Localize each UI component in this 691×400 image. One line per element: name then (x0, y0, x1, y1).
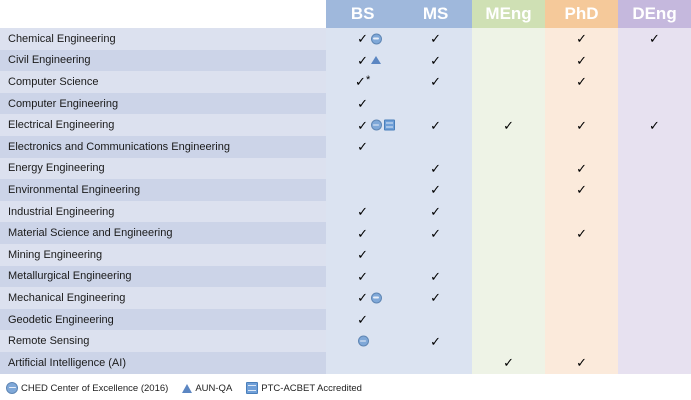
cell-bs (326, 93, 399, 115)
check-icon: ✓ (576, 74, 587, 90)
program-name: Artificial Intelligence (AI) (0, 352, 326, 374)
check-icon: ✓ (576, 31, 587, 47)
table-row (0, 352, 691, 374)
legend-item-ched (6, 382, 168, 394)
header-bs: BS (326, 0, 399, 28)
ched-icon (371, 120, 382, 131)
cell-ms (399, 136, 472, 158)
cell-ms (399, 28, 472, 50)
program-name: Mining Engineering (0, 244, 326, 266)
cell-deng (618, 330, 691, 352)
program-name: Energy Engineering (0, 158, 326, 180)
cell-bs (326, 309, 399, 331)
ched-icon (371, 33, 382, 44)
check-icon: ✓ (430, 204, 442, 220)
cell-ms (399, 266, 472, 288)
check-icon: ✓ (357, 312, 369, 328)
cell-ms (399, 352, 472, 374)
accreditation-badges (371, 120, 395, 131)
cell-phd (545, 244, 618, 266)
cell-phd (545, 309, 618, 331)
header-deng: DEng (618, 0, 691, 28)
cell-ms (399, 158, 472, 180)
cell-phd (545, 201, 618, 223)
cell-meng (472, 201, 545, 223)
cell-deng (618, 287, 691, 309)
cell-bs (326, 287, 399, 309)
cell-deng (618, 136, 691, 158)
check-icon: ✓ (503, 355, 515, 371)
cell-phd (545, 330, 618, 352)
header-meng: MEng (472, 0, 545, 28)
table-row (0, 93, 691, 115)
cell-bs (326, 28, 399, 50)
program-name: Remote Sensing (0, 330, 326, 352)
cell-ms (399, 114, 472, 136)
cell-bs (326, 222, 399, 244)
table-row (0, 287, 691, 309)
cell-ms (399, 71, 472, 93)
cell-meng (472, 93, 545, 115)
cell-phd (545, 287, 618, 309)
cell-ms (399, 309, 472, 331)
check-icon: ✓ (430, 268, 442, 284)
cell-meng (472, 136, 545, 158)
table-row (0, 28, 691, 50)
check-icon: ✓ (357, 225, 369, 241)
cell-ms (399, 330, 472, 352)
cell-deng (618, 352, 691, 374)
cell-ms (399, 93, 472, 115)
cell-bs (326, 201, 399, 223)
check-icon: ✓ (430, 117, 442, 133)
table-header (0, 0, 691, 28)
cell-meng (472, 266, 545, 288)
table-row (0, 244, 691, 266)
check-icon: ✓ (430, 31, 442, 47)
cell-phd (545, 136, 618, 158)
check-icon: ✓ (357, 247, 369, 263)
check-icon: ✓ (576, 182, 587, 198)
program-name: Civil Engineering (0, 50, 326, 72)
ched-icon (358, 336, 369, 347)
cell-ms (399, 244, 472, 266)
cell-deng (618, 93, 691, 115)
program-name: Industrial Engineering (0, 201, 326, 223)
cell-ms (399, 201, 472, 223)
cell-phd (545, 71, 618, 93)
table-row (0, 114, 691, 136)
table-row (0, 179, 691, 201)
cell-deng (618, 71, 691, 93)
cell-meng (472, 244, 545, 266)
check-icon: ✓ (430, 160, 442, 176)
check-icon: ✓ (357, 31, 369, 47)
check-icon: ✓ (576, 355, 587, 371)
legend-label-ched: CHED Center of Excellence (2016) (21, 382, 169, 394)
ptc-icon (384, 120, 395, 131)
cell-ms (399, 222, 472, 244)
check-icon: ✓ (357, 290, 369, 306)
accreditation-badges (371, 33, 382, 44)
check-icon: ✓ (430, 74, 442, 90)
cell-meng (472, 28, 545, 50)
cell-ms (399, 287, 472, 309)
cell-meng (472, 179, 545, 201)
check-icon: ✓ (576, 52, 587, 68)
cell-phd (545, 50, 618, 72)
cell-bs (326, 158, 399, 180)
legend-label-ptc: PTC-ACBET Accredited (261, 382, 362, 394)
cell-phd (545, 352, 618, 374)
cell-meng (472, 114, 545, 136)
header-row (0, 0, 691, 28)
program-name: Mechanical Engineering (0, 287, 326, 309)
program-name: Material Science and Engineering (0, 222, 326, 244)
cell-phd (545, 179, 618, 201)
cell-phd (545, 28, 618, 50)
cell-deng (618, 222, 691, 244)
table-row (0, 158, 691, 180)
cell-deng (618, 309, 691, 331)
cell-bs (326, 266, 399, 288)
table-body (0, 28, 691, 374)
check-icon: ✓ (649, 117, 660, 133)
table-row (0, 309, 691, 331)
header-program (0, 0, 326, 28)
table-row (0, 266, 691, 288)
aun-icon (371, 56, 381, 64)
legend (0, 376, 691, 400)
cell-bs (326, 244, 399, 266)
cell-deng (618, 179, 691, 201)
header-ms: MS (399, 0, 472, 28)
check-icon: ✓ (430, 333, 442, 349)
check-icon: ✓ (649, 31, 660, 47)
cell-phd (545, 222, 618, 244)
check-icon: ✓ (430, 182, 442, 198)
check-icon: ✓ (357, 204, 369, 220)
legend-label-aun: AUN-QA (195, 382, 233, 394)
check-icon: ✓ (430, 52, 442, 68)
legend-item-aun (182, 383, 232, 394)
check-icon: ✓ (357, 139, 369, 155)
program-name: Geodetic Engineering (0, 309, 326, 331)
legend-item-ptc (246, 382, 362, 394)
check-icon: ✓ (430, 290, 442, 306)
program-name: Electronics and Communications Engineering (0, 136, 326, 158)
cell-deng (618, 266, 691, 288)
cell-meng (472, 352, 545, 374)
cell-phd (545, 158, 618, 180)
table-row (0, 71, 691, 93)
cell-meng (472, 158, 545, 180)
cell-meng (472, 330, 545, 352)
cell-phd (545, 114, 618, 136)
cell-bs (326, 330, 399, 352)
cell-bs (326, 179, 399, 201)
program-name: Electrical Engineering (0, 114, 326, 136)
cell-ms (399, 50, 472, 72)
cell-phd (545, 93, 618, 115)
table-row (0, 330, 691, 352)
cell-deng (618, 201, 691, 223)
program-name: Environmental Engineering (0, 179, 326, 201)
cell-bs (326, 136, 399, 158)
check-icon: ✓ (503, 117, 515, 133)
cell-ms (399, 179, 472, 201)
accreditation-badges (371, 56, 381, 64)
check-icon: ✓ (357, 117, 369, 133)
ched-icon (371, 292, 382, 303)
check-icon: ✓ (430, 225, 442, 241)
asterisk-marker: * (365, 74, 371, 87)
check-icon: ✓ (357, 96, 369, 112)
check-icon: ✓ (576, 117, 587, 133)
cell-bs (326, 352, 399, 374)
cell-phd (545, 266, 618, 288)
table-row (0, 201, 691, 223)
check-icon: ✓ (357, 52, 369, 68)
program-name: Chemical Engineering (0, 28, 326, 50)
check-icon: ✓ (576, 225, 587, 241)
program-name: Metallurgical Engineering (0, 266, 326, 288)
cell-bs (326, 114, 399, 136)
ched-icon (6, 382, 18, 394)
table-row (0, 222, 691, 244)
check-icon: ✓ (357, 268, 369, 284)
header-phd: PhD (545, 0, 618, 28)
aun-icon (182, 384, 192, 393)
cell-meng (472, 222, 545, 244)
cell-meng (472, 71, 545, 93)
accreditation-badges (371, 292, 382, 303)
program-name: Computer Science (0, 71, 326, 93)
table-row (0, 136, 691, 158)
table-row (0, 50, 691, 72)
cell-meng (472, 287, 545, 309)
cell-deng (618, 28, 691, 50)
accreditation-badges (358, 336, 369, 347)
cell-meng (472, 50, 545, 72)
cell-bs (326, 50, 399, 72)
cell-deng (618, 244, 691, 266)
cell-deng (618, 114, 691, 136)
cell-meng (472, 309, 545, 331)
check-icon: ✓ (576, 160, 587, 176)
cell-deng (618, 158, 691, 180)
check-icon: ✓ (355, 74, 366, 90)
ptc-icon (246, 382, 258, 394)
program-name: Computer Engineering (0, 93, 326, 115)
cell-deng (618, 50, 691, 72)
cell-bs (326, 71, 399, 93)
